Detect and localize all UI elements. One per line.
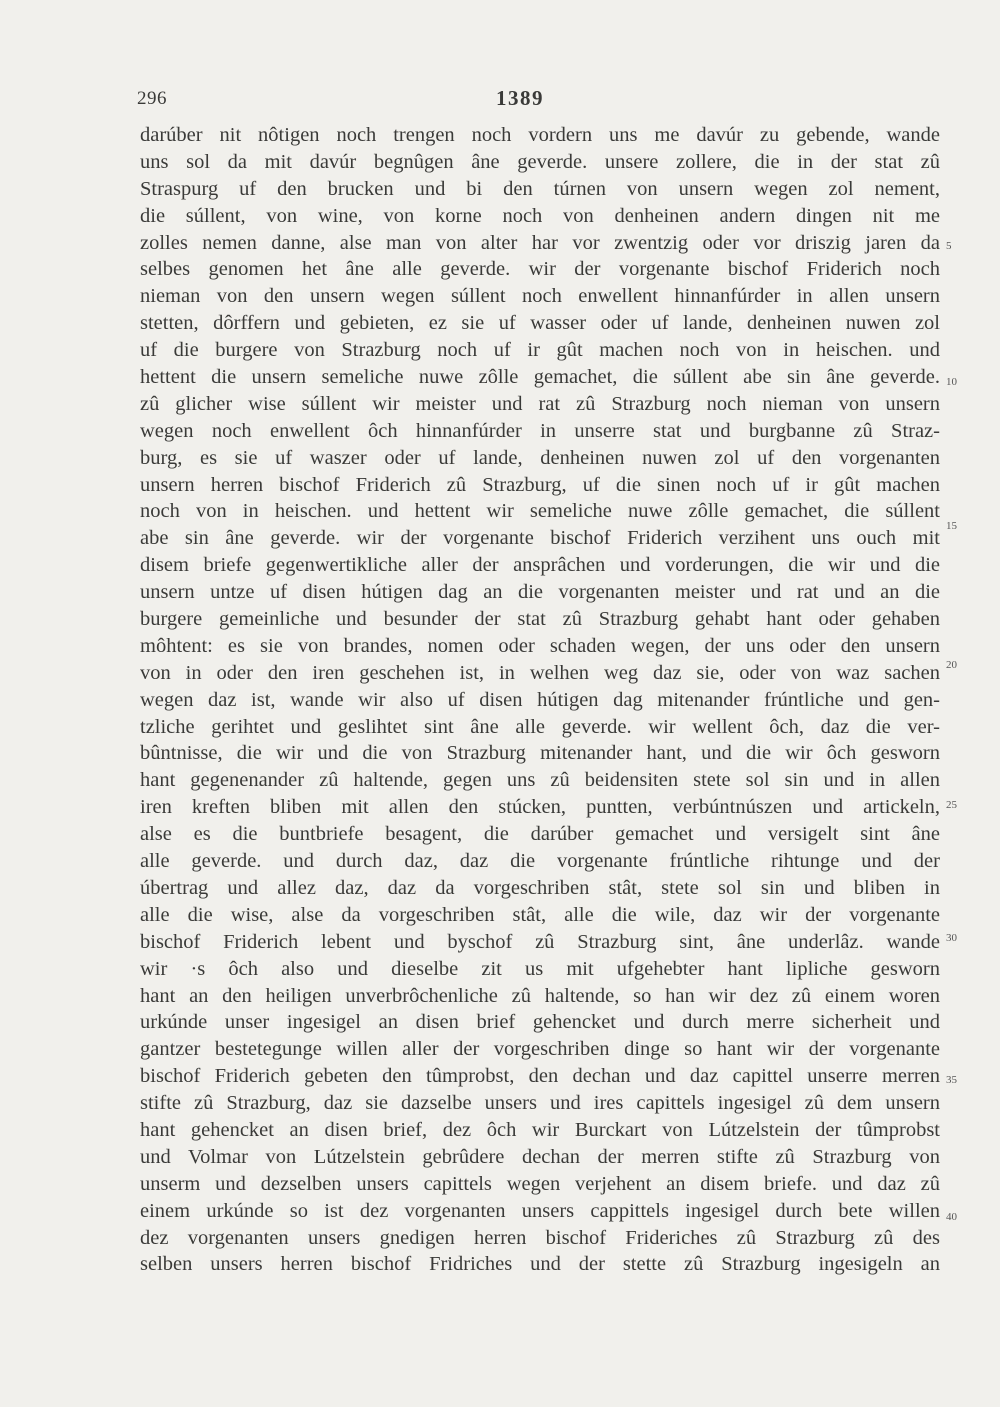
text-line: wegen noch enwellent ôch hinnanfúrder in unserre stat und burgbanne zû Straz- — [140, 419, 940, 442]
margin-line-number: 25 — [946, 799, 957, 811]
text-line: abe sin âne geverde. wir der vorgenante bischof Friderich verzihent uns ouch mit — [140, 527, 940, 550]
text-line: wir ·s ôch also und dieselbe zit us mit ufgehebter hant lipliche gesworn — [140, 957, 940, 980]
text-line: unsern untze uf disen hútigen dag an die vorgenanten meister und rat und an die — [140, 581, 940, 604]
text-line: uns sol da mit davúr begnûgen âne geverde. unsere zollere, die in der stat zû — [140, 150, 940, 173]
text-line: gantzer bestetegunge willen aller der vorgeschriben dinge so hant wir der vorgenante — [140, 1038, 940, 1061]
text-line: tzliche gerihtet und geslihtet sint âne alle geverde. wir wellent ôch, daz die ver- — [140, 715, 940, 738]
text-line: die súllent, von wine, von korne noch von denheinen andern dingen nit me — [140, 204, 940, 227]
margin-line-number: 40 — [946, 1211, 957, 1223]
margin-line-number: 15 — [946, 520, 957, 532]
text-line: zû glicher wise súllent wir meister und rat zû Strazburg noch nieman von unsern — [140, 392, 940, 415]
text-line: einem urkúnde so ist dez vorgenanten unsers cappittels ingesigel durch bete willen — [140, 1199, 940, 1222]
text-line: alle geverde. und durch daz, daz die vorgenante frúntliche rihtunge und der — [140, 850, 940, 873]
margin-line-number: 10 — [946, 376, 957, 388]
text-line: nieman von den unsern wegen súllent noch enwellent hinnanfúrder in allen unsern — [140, 285, 940, 308]
text-line: unsern herren bischof Friderich zû Strazburg, uf die sinen noch uf ir gût machen — [140, 473, 940, 496]
text-line: unserm und dezselben unsers capittels wegen verjehent an disem briefe. und daz zû — [140, 1172, 940, 1195]
text-line: Straspurg uf den brucken und bi den túrnen von unsern wegen zol nement, — [140, 177, 940, 200]
text-line: úbertrag und allez daz, daz da vorgeschriben stât, stete sol sin und bliben in — [140, 876, 940, 899]
text-line: dez vorgenanten unsers gnedigen herren bischof Frideriches zû Strazburg zû des — [140, 1226, 940, 1249]
text-line: von in oder den iren geschehen ist, in welhen weg daz sie, oder von waz sachen — [140, 661, 940, 684]
text-line: bischof Friderich gebeten den tûmprobst, den dechan und daz capittel unserre merren — [140, 1065, 940, 1088]
text-line: disem briefe gegenwertikliche aller der ansprâchen und vorderungen, die wir und die — [140, 554, 940, 577]
text-line: môhtent: es sie von brandes, nomen oder schaden wegen, der uns oder den unsern — [140, 634, 940, 657]
margin-line-number: 30 — [946, 932, 957, 944]
margin-line-number: 20 — [946, 659, 957, 671]
text-line: selbes genomen het âne alle geverde. wir der vorgenante bischof Friderich noch — [140, 258, 940, 281]
text-line: burg, es sie uf waszer oder uf lande, denheinen nuwen zol uf den vorgenanten — [140, 446, 940, 469]
text-line: hant gegenenander zû haltende, gegen uns zû beidensiten stete sol sin und in allen — [140, 769, 940, 792]
text-line: iren kreften bliben mit allen den stúcken, puntten, verbúntnúszen und artickeln, — [140, 796, 940, 819]
body-text — [140, 122, 940, 1278]
margin-line-number: 35 — [946, 1074, 957, 1086]
text-line: hant gehencket an disen brief, dez ôch wir Burckart von Lútzelstein der tûmprobst — [140, 1118, 940, 1141]
text-line: zolles nemen danne, alse man von alter har vor zwentzig oder vor driszig jaren da — [140, 231, 940, 254]
text-line: alle die wise, alse da vorgeschriben stât, alle die wile, daz wir der vorgenante — [140, 903, 940, 926]
text-line: noch von in heischen. und hettent wir semeliche nuwe zôlle gemachet, die súllent — [140, 500, 940, 523]
text-line: wegen daz ist, wande wir also uf disen hútigen dag mitenander frúntliche und gen- — [140, 688, 940, 711]
margin-line-number: 5 — [946, 240, 952, 252]
text-line: hettent die unsern semeliche nuwe zôlle gemachet, die súllent abe sin âne geverde. — [140, 366, 940, 389]
text-line: stifte zû Strazburg, daz sie dazselbe unsers und ires capittels ingesigel zû dem unsern — [140, 1092, 940, 1115]
text-line: uf die burgere von Strazburg noch uf ir gût machen noch von in heischen. und — [140, 339, 940, 362]
text-line: selben unsers herren bischof Fridriches und der stette zû Strazburg ingesigeln an — [140, 1253, 940, 1276]
page-number: 296 — [137, 88, 167, 109]
text-line: hant an den heiligen unverbrôchenliche zû haltende, so han wir dez zû einem woren — [140, 984, 940, 1007]
text-line: stetten, dôrffern und gebieten, ez sie uf wasser oder uf lande, denheinen nuwen zol — [140, 312, 940, 335]
text-line: alse es die buntbriefe besagent, die darúber gemachet und versigelt sint âne — [140, 823, 940, 846]
text-line: urkúnde unser ingesigel an disen brief gehencket und durch merre sicherheit und — [140, 1011, 940, 1034]
text-line: und Volmar von Lútzelstein gebrûdere dechan der merren stifte zû Strazburg von — [140, 1145, 940, 1168]
document-year-heading: 1389 — [496, 86, 544, 110]
text-line: bûntnisse, die wir und die von Strazburg mitenander hant, und die wir ôch gesworn — [140, 742, 940, 765]
text-line: bischof Friderich lebent und byschof zû Strazburg sint, âne underlâz. wande — [140, 930, 940, 953]
text-line: darúber nit nôtigen noch trengen noch vordern uns me davúr zu gebende, wande — [140, 124, 940, 146]
text-line: burgere gemeinliche und besunder der stat zû Strazburg gehabt hant oder gehaben — [140, 608, 940, 631]
